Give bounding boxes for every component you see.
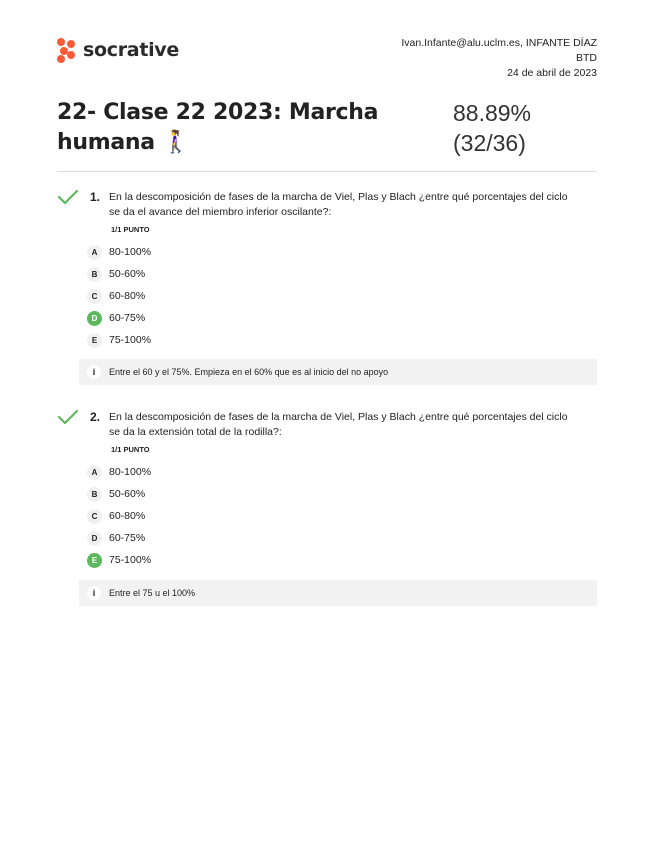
- question-text: En la descomposición de fases de la marcha de Viel, Plas y Blach ¿entre qué porcentajes del ciclo se da la extensión total de la rodilla?:: [109, 411, 568, 438]
- option-a: [87, 463, 151, 481]
- checkmark-icon: [57, 188, 79, 206]
- option-letter: A: [87, 465, 102, 480]
- option-c: [87, 507, 145, 525]
- option-d-correct: [87, 309, 145, 327]
- option-letter: D: [87, 311, 102, 326]
- option-text: 75-100%: [109, 554, 152, 566]
- option-letter: C: [87, 289, 102, 304]
- option-e-correct: [87, 551, 151, 569]
- student-name: Ivan.Infante@alu.uclm.es, INFANTE DÍAZ: [401, 37, 597, 49]
- student-group: BTD: [576, 52, 597, 64]
- option-a: [87, 243, 151, 261]
- option-e: [87, 331, 151, 349]
- question-number: 2.: [90, 410, 101, 424]
- explanation-box: [79, 580, 597, 606]
- option-text: 75-100%: [109, 334, 152, 346]
- info-icon: i: [87, 365, 101, 379]
- option-text: 50-60%: [109, 488, 146, 500]
- option-text: 80-100%: [109, 466, 152, 478]
- score-percent: 88.89%: [453, 100, 532, 126]
- option-text: 60-80%: [109, 290, 146, 302]
- option-letter: C: [87, 509, 102, 524]
- option-b: [87, 485, 145, 503]
- logo-text: socrative: [83, 39, 179, 61]
- explanation-text: Entre el 60 y el 75%. Empieza en el 60% que es al inicio del no apoyo: [109, 367, 389, 377]
- report-header: [57, 36, 597, 86]
- question-number: 1.: [90, 190, 101, 204]
- option-letter: A: [87, 245, 102, 260]
- question-points: 1/1 PUNTO: [111, 225, 150, 234]
- checkmark-icon: [57, 408, 79, 426]
- socrative-logo: [57, 38, 179, 62]
- quiz-score: [453, 98, 531, 158]
- quiz-title: 22- Clase 22 2023: Marcha humana 🚶‍♀: [57, 100, 379, 155]
- option-d: [87, 529, 145, 547]
- option-letter: D: [87, 531, 102, 546]
- option-letter: B: [87, 267, 102, 282]
- option-text: 60-80%: [109, 510, 146, 522]
- info-icon: i: [87, 586, 101, 600]
- option-c: [87, 287, 145, 305]
- question-points: 1/1 PUNTO: [111, 445, 150, 454]
- explanation-box: [79, 359, 597, 385]
- option-text: 80-100%: [109, 246, 152, 258]
- option-text: 60-75%: [109, 532, 146, 544]
- header-divider: [57, 171, 597, 172]
- option-letter: E: [87, 553, 102, 568]
- question-text: En la descomposición de fases de la marcha de Viel, Plas y Blach ¿entre qué porcentajes del ciclo se da el avance del miembro inferior oscilante?:: [109, 191, 568, 218]
- report-date: 24 de abril de 2023: [507, 67, 597, 79]
- option-letter: E: [87, 333, 102, 348]
- score-fraction: (32/36): [453, 130, 526, 156]
- option-letter: B: [87, 487, 102, 502]
- option-text: 60-75%: [109, 312, 146, 324]
- student-info: [401, 36, 597, 81]
- option-text: 50-60%: [109, 268, 146, 280]
- option-b: [87, 265, 145, 283]
- logo-dots-icon: [57, 38, 77, 62]
- explanation-text: Entre el 75 u el 100%: [109, 588, 196, 598]
